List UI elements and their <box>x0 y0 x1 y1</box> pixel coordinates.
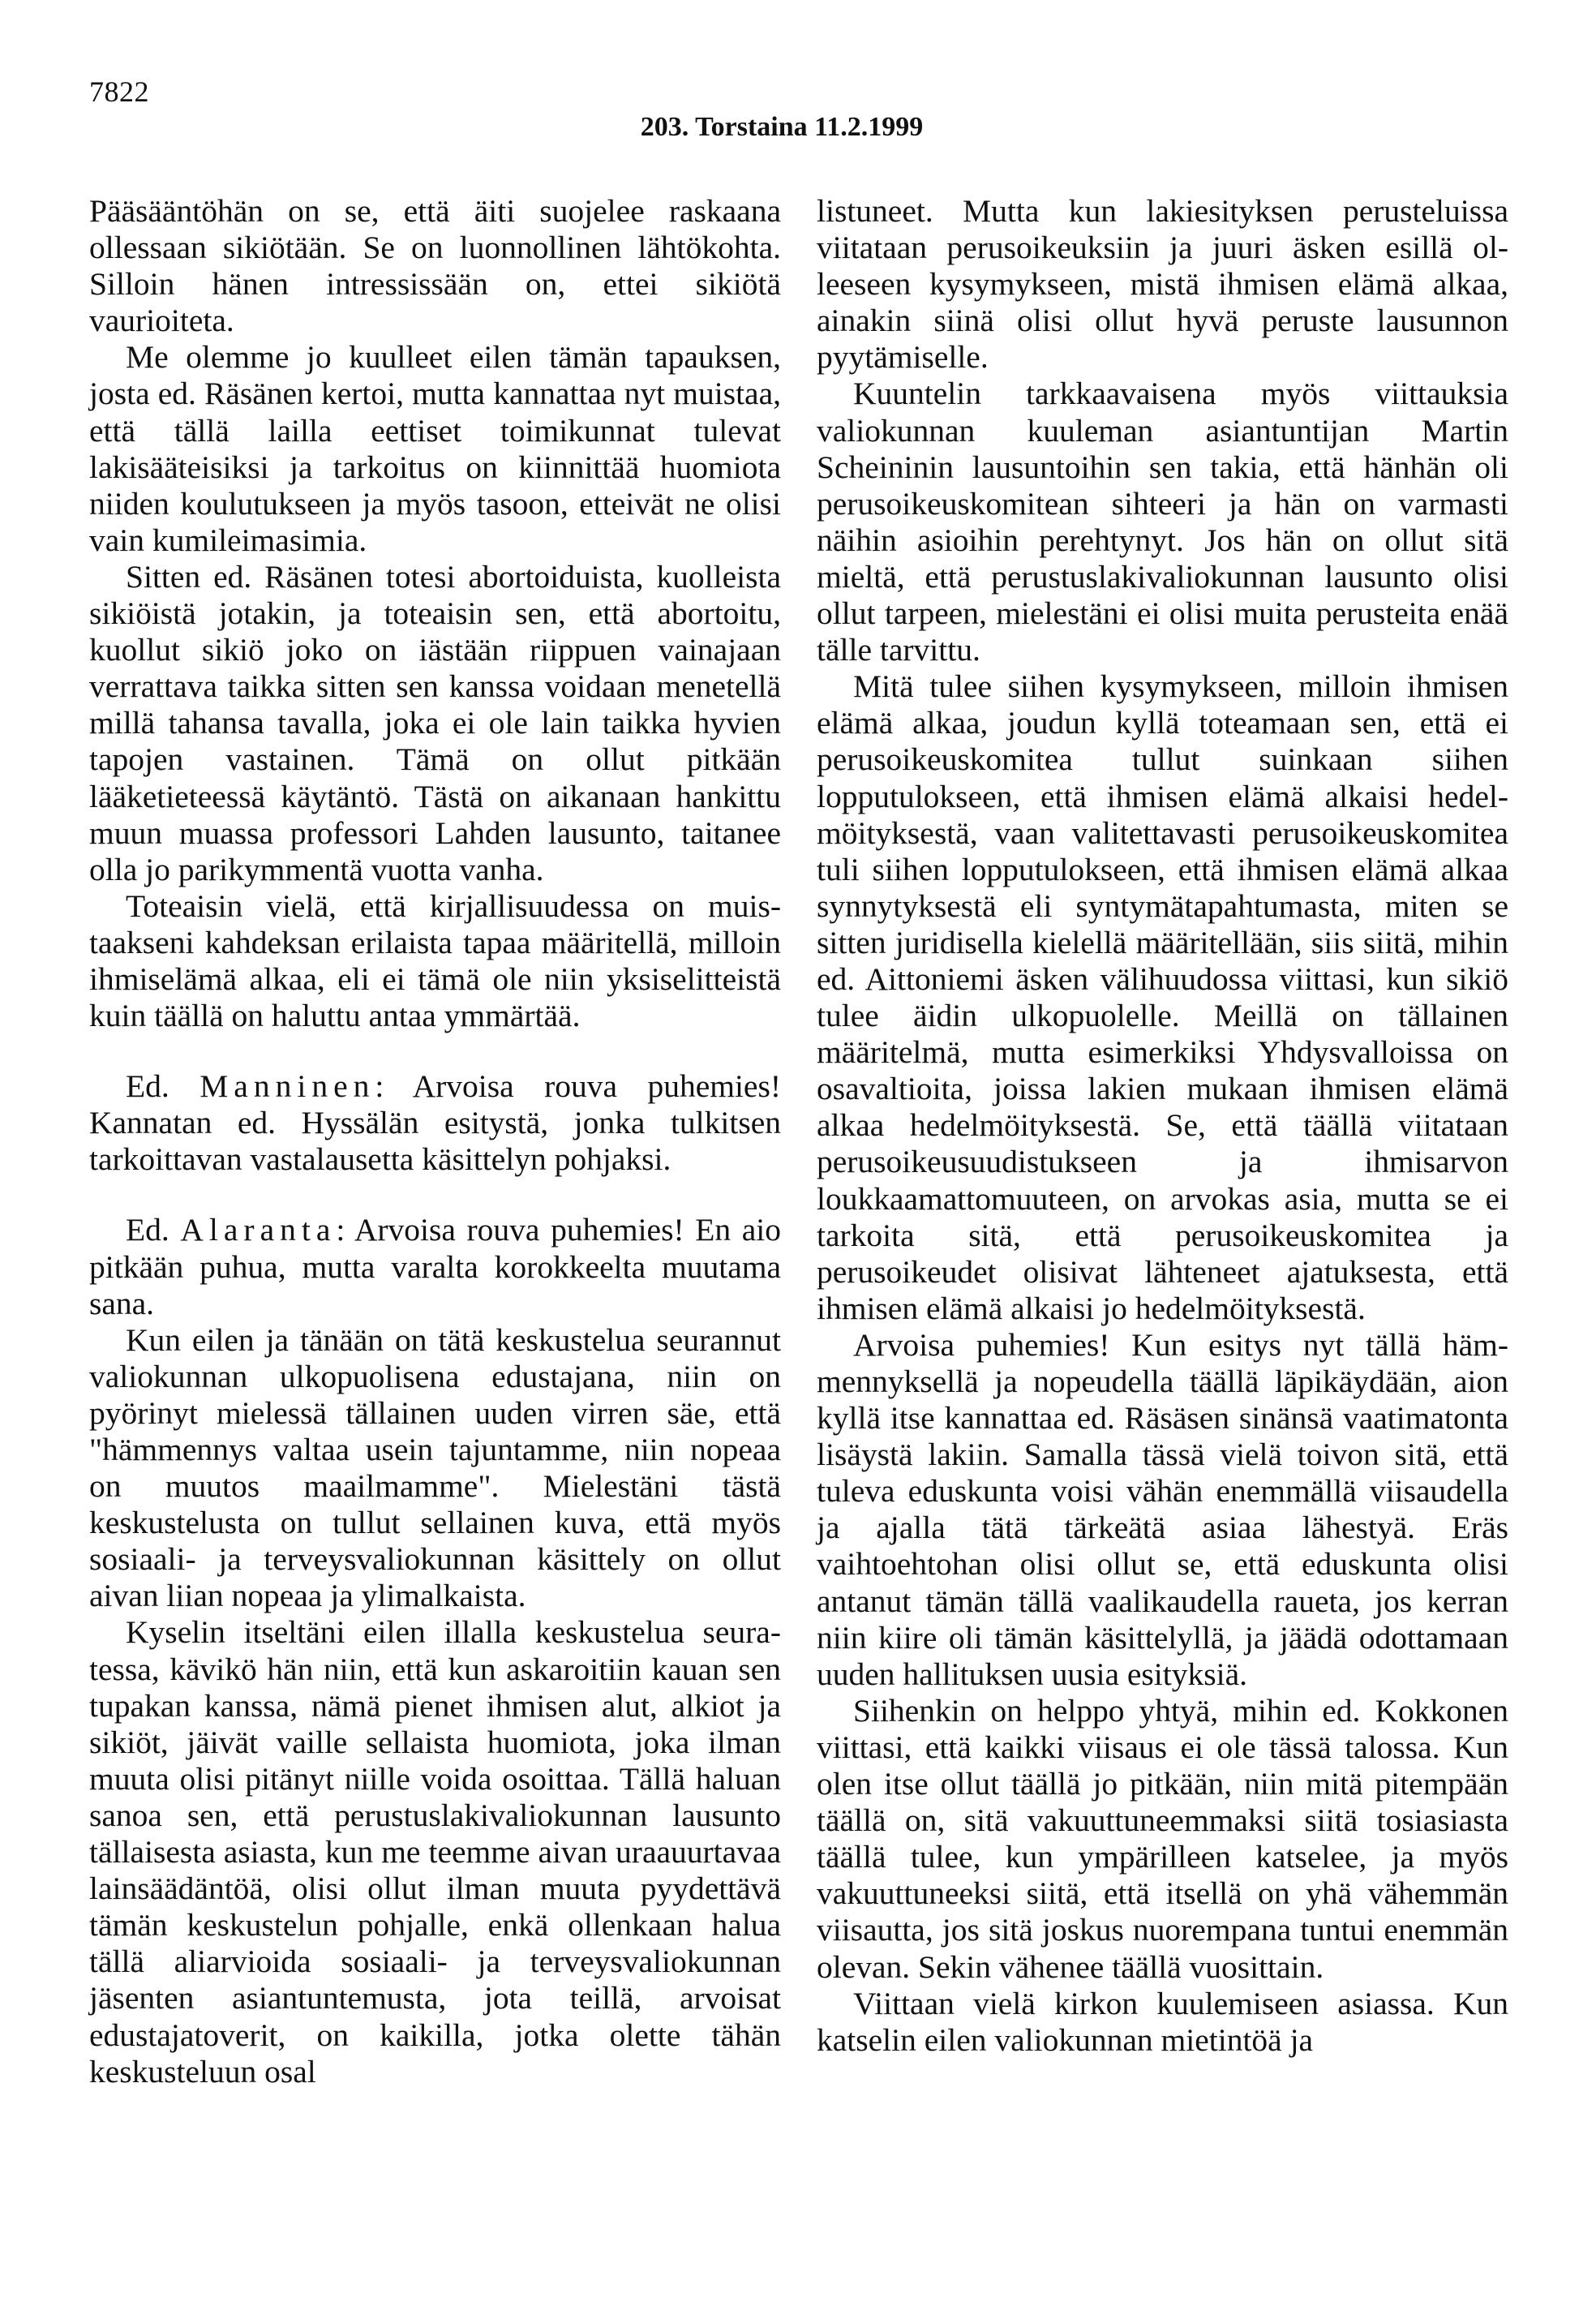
speaker-entry-manninen <box>89 1068 781 1178</box>
paragraph: Mitä tulee siihen kysymykseen, milloin ihmisen elämä alkaa, joudun kyllä toteamaan sen, että ei perusoikeuskomitea tullut suinkaan siihen lopputulokseen, että ihmisen elämä alkaisi hedelmöityksestä, vaan valitettavasti perusoikeuskomitea tuli siihen lopputulokseen, että ihmisen elämä alkaa synnytyksestä eli syntymätapahtumasta, miten se sitten juridisella kielellä määritellään, siis siitä, mihin ed. Aittoniemi äsken välihuudossa viittasi, kun sikiö tulee äidin ulkopuolelle. Meillä on tällainen määritelmä, mutta esimerkiksi Yhdysvalloissa on osavaltioita, joissa lakien mukaan ihmisen elämä alkaa hedelmöityksestä. Se, että täällä viitataan perusoikeusuudistukseen ja ihmisarvon loukkaamattomuuteen, on arvokas asia, mutta se ei tarkoita sitä, että perusoikeuskomitea ja perusoikeudet olisivat lähteneet ajatuksesta, että ihmisen elämä alkaisi jo hedelmöityksestä. <box>817 668 1508 1326</box>
paragraph: Pääsääntöhän on se, että äiti suojelee raskaana ollessaan sikiötään. Se on luonnollinen lähtökohta. Silloin hänen intressissään on, ettei sikiötä vaurioiteta. <box>89 193 781 339</box>
paragraph: Sitten ed. Räsänen totesi abortoiduista, kuolleista sikiöistä jotakin, ja toteaisin sen, että abortoitu, kuollut sikiö joko on iästään riippuen vainajaan verrattava taikka sitten sen kanssa voidaan menetellä millä tahansa tavalla, joka ei ole lain taikka hyvien tapojen vastainen. Tämä on ollut pitkään lääketieteessä käytäntö. Tästä on aikanaan hankittu muun muassa professori Lahden lausunto, taitanee olla jo parikymmentä vuotta vanha. <box>89 558 781 887</box>
speaker-separator: : <box>375 1068 413 1105</box>
running-header <box>0 112 1596 143</box>
speech-text: Arvoisa rouva puhemies! En aio pitkään puhua, mutta varalta korokkeelta muutama sana. <box>89 1212 781 1321</box>
paragraph: Kun eilen ja tänään on tätä keskustelua seurannut valiokunnan ulkopuolisena edustajana, niin on pyörinyt mielessä tällainen uuden virren säe, että "hämmennys valtaa usein tajuntamme, niin nopeaa on muutos maailmamme". Mielestäni tästä keskustelusta on tullut sellainen kuva, että myös sosiaali- ja terveysvaliokunnan käsittely on ollut aivan liian nopeaa ja ylimalkaista. <box>89 1321 781 1614</box>
paragraph: Toteaisin vielä, että kirjallisuudessa on muistaakseni kahdeksan erilaista tapaa määritellä, milloin ihmiselämä alkaa, eli ei tämä ole niin yksiselitteistä kuin täällä on haluttu antaa ymmärtää. <box>89 887 781 1034</box>
speaker-prefix: Ed. <box>126 1212 181 1248</box>
speech-text: Arvoisa rouva puhemies! Kannatan ed. Hyssälän esitystä, jonka tulkitsen tarkoittavan vastalausetta käsittelyn pohjaksi. <box>89 1068 781 1178</box>
speaker-entry-alaranta <box>89 1212 781 1321</box>
left-column <box>89 193 781 2090</box>
speaker-name: Manninen <box>200 1068 375 1105</box>
paragraph: Arvoisa puhemies! Kun esitys nyt tällä hämmennyksellä ja nopeudella täällä läpikäydään, aion kyllä itse kannattaa ed. Räsäsen sinänsä vaatimatonta lisäystä lakiin. Samalla tässä vielä toivon sitä, että tuleva eduskunta voisi vähän enemmällä viisaudella ja ajalla tätä tärkeätä asiaa lähestyä. Eräs vaihtoehtohan olisi ollut se, että eduskunta olisi antanut tämän tällä vaalikaudella raueta, jos kerran niin kiire oli tämän käsittelyllä, ja jäädä odottamaan uuden hallituksen uusia esityksiä. <box>817 1326 1508 1692</box>
speaker-name: Alaranta <box>180 1212 337 1248</box>
paragraph: listuneet. Mutta kun lakiesityksen perusteluissa viitataan perusoikeuksiin ja juuri äsken esillä olleeseen kysymykseen, mistä ihmisen elämä alkaa, ainakin siinä olisi ollut hyvä peruste lausunnon pyytämiselle. <box>817 193 1508 376</box>
paragraph: Siihenkin on helppo yhtyä, mihin ed. Kokkonen viittasi, että kaikki viisaus ei ole tässä talossa. Kun olen itse ollut täällä jo pitkään, niin mitä pitempään täällä on, sitä vakuuttuneemmaksi siitä tosiasiasta täällä tulee, kun ympärilleen katselee, ja myös vakuuttuneeksi siitä, että itsellä on yhä vähemmän viisautta, jos sitä joskus nuorempana tuntui enemmän olevan. Sekin vähenee täällä vuosittain. <box>817 1692 1508 1985</box>
paragraph: Kuuntelin tarkkaavaisena myös viittauksia valiokunnan kuuleman asiantuntijan Martin Scheininin lausuntoihin sen takia, että hänhän oli perusoikeuskomitean sihteeri ja hän on varmasti näihin asioihin perehtynyt. Jos hän on ollut sitä mieltä, että perustuslakivaliokunnan lausunto olisi ollut tarpeen, mielestäni ei olisi muita perusteita enää tälle tarvittu. <box>817 376 1508 668</box>
paragraph: Kyselin itseltäni eilen illalla keskustelua seuratessa, kävikö hän niin, että kun askaroitiin kauan sen tupakan kanssa, nämä pienet ihmisen alut, alkiot ja sikiöt, jäivät vaille sellaista huomiota, joka ilman muuta olisi pitänyt niille voida osoittaa. Tällä haluan sanoa sen, että perustuslakivaliokunnan lausunto tällaisesta asiasta, kun me teemme aivan uraauurtavaa lainsäädäntöä, olisi ollut ilman muuta pyydettävä tämän keskustelun pohjalle, enkä ollenkaan halua tällä aliarvioida sosiaali- ja terveysvaliokunnan jäsenten asiantuntemusta, jota teillä, arvoisat edustajatoverit, on kaikilla, jotka olette tähän keskusteluun osal <box>89 1614 781 2090</box>
paragraph: Viittaan vielä kirkon kuulemiseen asiassa. Kun katselin eilen valiokunnan mietintöä ja <box>817 1985 1508 2058</box>
paragraph: Me olemme jo kuulleet eilen tämän tapauksen, josta ed. Räsänen kertoi, mutta kannattaa nyt muistaa, että tällä lailla eettiset toimikunnat tulevat lakisääteisiksi ja tarkoitus on kiinnittää huomiota niiden koulutukseen ja myös tasoon, etteivät ne olisi vain kumileimasimia. <box>89 339 781 558</box>
header-title: 203. Torstaina 11.2.1999 <box>640 112 924 142</box>
speaker-separator: : <box>336 1212 354 1248</box>
speaker-prefix: Ed. <box>126 1068 200 1105</box>
page-number: 7822 <box>89 75 149 108</box>
right-column <box>817 193 1508 2059</box>
